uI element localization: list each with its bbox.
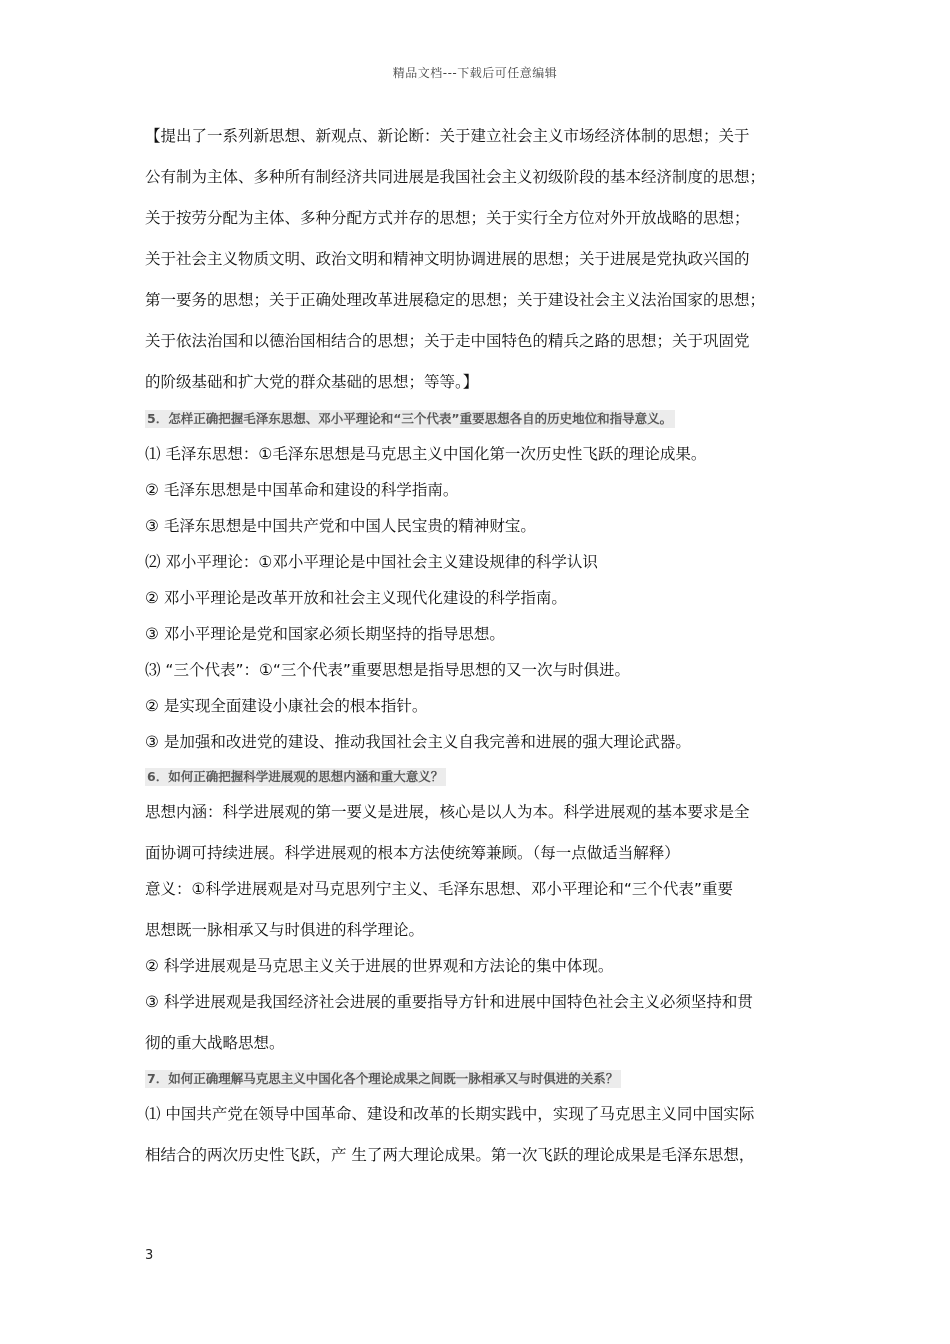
- answer-line: ⑴ 中国共产党在领导中国革命、建设和改革的长期实践中，实现了马克思主义同中国实际: [145, 1105, 755, 1123]
- page-header: 精品文档---下载后可任意编辑: [392, 66, 558, 80]
- answer-line: 思想内涵：科学进展观的第一要义是进展，核心是以人为本。科学进展观的基本要求是全: [145, 803, 750, 821]
- answer-line: ⑶ “三个代表”：①“三个代表”重要思想是指导思想的又一次与时俱进。: [145, 661, 630, 679]
- answer-line: ② 是实现全面建设小康社会的根本指针。: [145, 697, 428, 715]
- page-number: 3: [145, 1248, 154, 1263]
- answer-line: 彻的重大战略思想。: [145, 1034, 285, 1052]
- question-5-title: 5．怎样正确把握毛泽东思想、邓小平理论和“三个代表”重要思想各自的历史地位和指导意义。: [145, 410, 675, 428]
- question-7-title: 7．如何正确理解马克思主义中国化各个理论成果之间既一脉相承又与时俱进的关系？: [145, 1070, 621, 1088]
- question-6-title: 6．如何正确把握科学进展观的思想内涵和重大意义？: [145, 768, 446, 786]
- intro-line: 关于社会主义物质文明、政治文明和精神文明协调进展的思想；关于进展是党执政兴国的: [145, 250, 750, 268]
- intro-line: 【提出了一系列新思想、新观点、新论断：关于建立社会主义市场经济体制的思想；关于: [145, 127, 750, 145]
- answer-line: ③ 科学进展观是我国经济社会进展的重要指导方针和进展中国特色社会主义必须坚持和贯: [145, 993, 753, 1011]
- intro-line: 公有制为主体、多种所有制经济共同进展是我国社会主义初级阶段的基本经济制度的思想；: [145, 168, 766, 186]
- answer-line: 面协调可持续进展。科学进展观的根本方法使统筹兼顾。（每一点做适当解释）: [145, 844, 680, 862]
- answer-line: ② 邓小平理论是改革开放和社会主义现代化建设的科学指南。: [145, 589, 567, 607]
- answer-line: ③ 毛泽东思想是中国共产党和中国人民宝贵的精神财宝。: [145, 517, 536, 535]
- answer-line: ③ 邓小平理论是党和国家必须长期坚持的指导思想。: [145, 625, 505, 643]
- answer-line: ② 毛泽东思想是中国革命和建设的科学指南。: [145, 481, 459, 499]
- intro-line: 的阶级基础和扩大党的群众基础的思想；等等。】: [145, 373, 479, 391]
- answer-line: ⑴ 毛泽东思想：①毛泽东思想是马克思主义中国化第一次历史性飞跃的理论成果。: [145, 445, 707, 463]
- intro-line: 关于按劳分配为主体、多种分配方式并存的思想；关于实行全方位对外开放战略的思想；: [145, 209, 750, 227]
- answer-line: 相结合的两次历史性飞跃，产 生了两大理论成果。第一次飞跃的理论成果是毛泽东思想，: [145, 1146, 755, 1164]
- intro-line: 关于依法治国和以德治国相结合的思想；关于走中国特色的精兵之路的思想；关于巩固党: [145, 332, 750, 350]
- answer-line: ⑵ 邓小平理论：①邓小平理论是中国社会主义建设规律的科学认识: [145, 553, 598, 571]
- intro-line: 第一要务的思想；关于正确处理改革进展稳定的思想；关于建设社会主义法治国家的思想；: [145, 291, 766, 309]
- answer-line: ② 科学进展观是马克思主义关于进展的世界观和方法论的集中体现。: [145, 957, 614, 975]
- answer-line: 思想既一脉相承又与时俱进的科学理论。: [145, 921, 425, 939]
- answer-line: 意义：①科学进展观是对马克思列宁主义、毛泽东思想、邓小平理论和“三个代表”重要: [145, 880, 733, 898]
- answer-line: ③ 是加强和改进党的建设、推动我国社会主义自我完善和进展的强大理论武器。: [145, 733, 691, 751]
